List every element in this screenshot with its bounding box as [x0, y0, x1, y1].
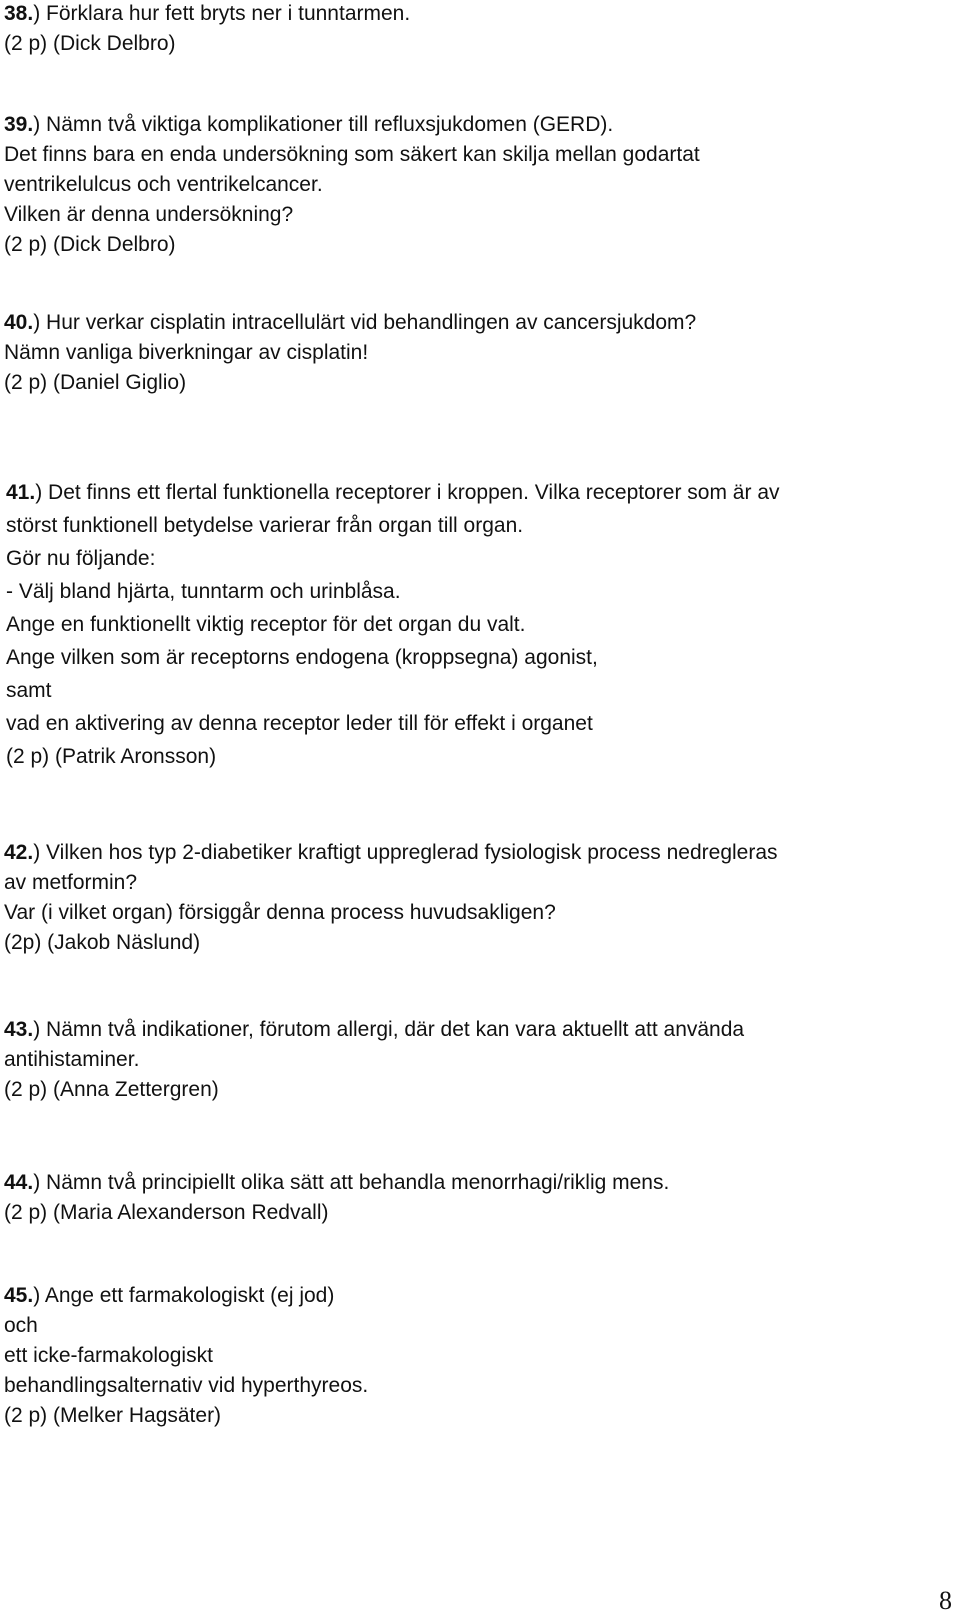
question-43 [4, 1015, 744, 1105]
question-41-line-4: - Välj bland hjärta, tunntarm och urinblåsa. [6, 580, 401, 603]
question-43-line-3: (2 p) (Anna Zettergren) [4, 1078, 219, 1101]
question-43-line-1: 43.) Nämn två indikationer, förutom allergi, där det kan vara aktuellt att använda [4, 1018, 745, 1041]
question-44-line-1: 44.) Nämn två principiellt olika sätt att behandla menorrhagi/riklig mens. [4, 1171, 670, 1194]
question-45 [4, 1281, 368, 1431]
question-39-line-3: ventrikelulcus och ventrikelcancer. [4, 173, 323, 196]
question-42 [4, 838, 778, 958]
question-number: 38. [4, 2, 34, 25]
question-38-line-2: (2 p) (Dick Delbro) [4, 32, 176, 55]
question-45-line-4: behandlingsalternativ vid hyperthyreos. [4, 1374, 369, 1397]
question-number: 40. [4, 311, 34, 334]
question-41-line-7: samt [6, 679, 52, 702]
question-40 [4, 308, 696, 398]
question-42-line-4: (2p) (Jakob Näslund) [4, 931, 201, 954]
question-number: 41. [6, 481, 36, 504]
question-44-line-2: (2 p) (Maria Alexanderson Redvall) [4, 1201, 329, 1224]
question-39-line-1: 39.) Nämn två viktiga komplikationer till refluxsjukdomen (GERD). [4, 113, 614, 136]
question-42-line-2: av metformin? [4, 871, 138, 894]
question-40-line-3: (2 p) (Daniel Giglio) [4, 371, 187, 394]
question-44 [4, 1168, 669, 1228]
question-41-line-1: 41.) Det finns ett flertal funktionella receptorer i kroppen. Vilka receptorer som är av [6, 481, 780, 504]
question-39-line-2: Det finns bara en enda undersökning som säkert kan skilja mellan godartat [4, 143, 700, 166]
question-number: 45. [4, 1284, 34, 1307]
question-number: 44. [4, 1171, 34, 1194]
question-41-line-9: (2 p) (Patrik Aronsson) [6, 745, 217, 768]
question-39-line-5: (2 p) (Dick Delbro) [4, 233, 176, 256]
question-42-line-3: Var (i vilket organ) försiggår denna process huvudsakligen? [4, 901, 556, 924]
question-41 [6, 476, 780, 773]
question-45-line-1: 45.) Ange ett farmakologiskt (ej jod) [4, 1284, 335, 1307]
question-41-line-2: störst funktionell betydelse varierar från organ till organ. [6, 514, 524, 537]
question-number: 42. [4, 841, 34, 864]
question-41-line-8: vad en aktivering av denna receptor leder till för effekt i organet [6, 712, 593, 735]
question-40-line-1: 40.) Hur verkar cisplatin intracellulärt vid behandlingen av cancersjukdom? [4, 311, 697, 334]
question-45-line-5: (2 p) (Melker Hagsäter) [4, 1404, 222, 1427]
question-41-line-6: Ange vilken som är receptorns endogena (kroppsegna) agonist, [6, 646, 598, 669]
question-41-line-3: Gör nu följande: [6, 547, 156, 570]
question-number: 39. [4, 113, 34, 136]
question-38 [4, 0, 410, 59]
question-45-line-2: och [4, 1314, 38, 1337]
question-43-line-2: antihistaminer. [4, 1048, 140, 1071]
question-41-line-5: Ange en funktionellt viktig receptor för det organ du valt. [6, 613, 526, 636]
question-42-line-1: 42.) Vilken hos typ 2-diabetiker kraftigt uppreglerad fysiologisk process nedregleras [4, 841, 778, 864]
question-38-line-1: 38.) Förklara hur fett bryts ner i tunntarmen. [4, 2, 411, 25]
question-45-line-3: ett icke-farmakologiskt [4, 1344, 213, 1367]
question-number: 43. [4, 1018, 34, 1041]
page-number: 8 [939, 1586, 952, 1615]
question-40-line-2: Nämn vanliga biverkningar av cisplatin! [4, 341, 369, 364]
question-39-line-4: Vilken är denna undersökning? [4, 203, 294, 226]
question-39 [4, 110, 700, 260]
